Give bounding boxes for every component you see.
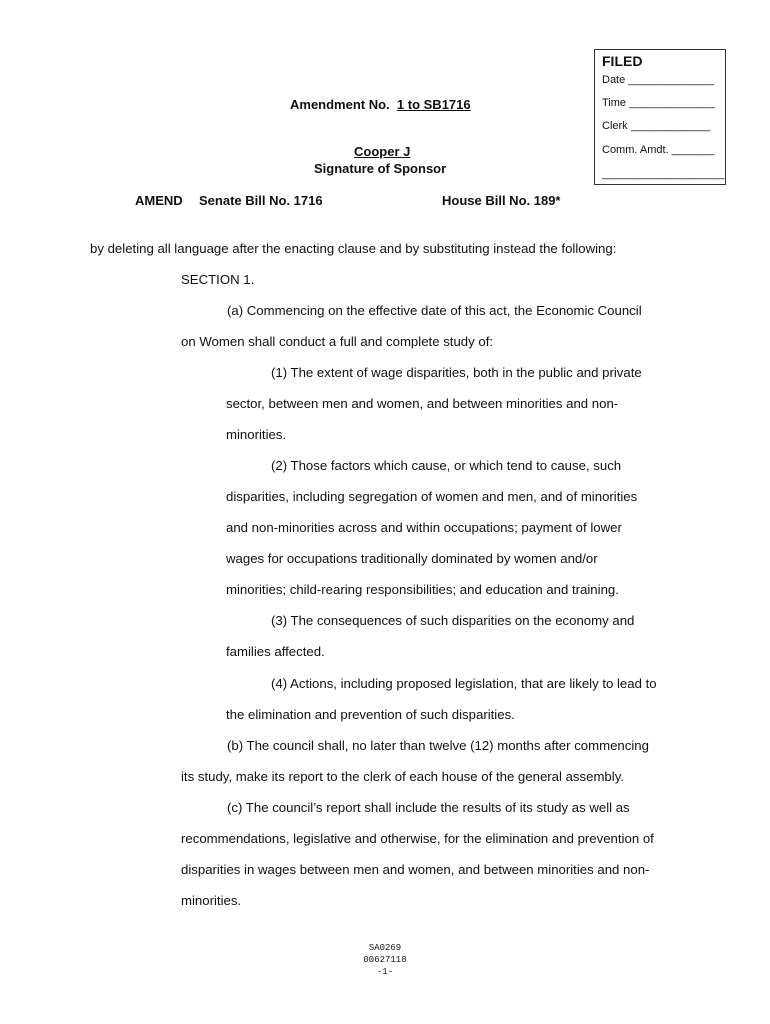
body-line: minorities; child-rearing responsibilities; and education and training. [226, 582, 619, 597]
body-line: (a) Commencing on the effective date of this act, the Economic Council [227, 303, 642, 318]
body-line: wages for occupations traditionally dominated by women and/or [226, 551, 598, 566]
page-number: -1- [376, 967, 394, 977]
sponsor-caption: Signature of Sponsor [314, 161, 447, 176]
footer-code-1: SA0269 [368, 943, 402, 953]
footer-code-2: 00627118 [363, 955, 407, 965]
body-line: on Women shall conduct a full and complete study of: [181, 334, 494, 349]
body-line: (1) The extent of wage disparities, both in the public and private [271, 365, 642, 380]
body-line: disparities in wages between men and women, and between minorities and non- [181, 862, 650, 877]
filed-title: FILED [602, 53, 643, 69]
body-line: (4) Actions, including proposed legislation, that are likely to lead to [271, 676, 657, 691]
body-line: families affected. [226, 644, 325, 659]
amend-label: AMEND [135, 193, 183, 208]
intro-paragraph: by deleting all language after the enacting clause and by substituting instead the following: [90, 241, 617, 256]
filed-clerk-line: Clerk _____________ [602, 120, 711, 132]
filed-date-line: Date ______________ [602, 74, 714, 86]
filed-time-line: Time ______________ [602, 97, 715, 109]
section-heading: SECTION 1. [181, 272, 255, 287]
filed-blank-line: ____________________ [602, 168, 725, 180]
body-line: recommendations, legislative and otherwise, for the elimination and prevention of [181, 831, 654, 846]
body-line: disparities, including segregation of women and men, and of minorities [226, 489, 638, 504]
body-line: the elimination and prevention of such disparities. [226, 707, 515, 722]
body-line: minorities. [226, 427, 287, 442]
body-line: sector, between men and women, and between minorities and non- [226, 396, 619, 411]
body-line: (2) Those factors which cause, or which tend to cause, such [271, 458, 622, 473]
body-line: minorities. [181, 893, 242, 908]
amendment-label: Amendment No. [290, 97, 390, 112]
amendment-value: 1 to SB1716 [396, 97, 471, 112]
senate-bill-number: Senate Bill No. 1716 [199, 193, 323, 208]
amendment-number [290, 97, 471, 112]
body-line: (3) The consequences of such disparities on the economy and [271, 613, 635, 628]
filed-stamp-box [594, 49, 726, 185]
body-line: its study, make its report to the clerk of each house of the general assembly. [181, 769, 624, 784]
filed-comm-amdt-line: Comm. Amdt. _______ [602, 144, 715, 156]
body-line: and non-minorities across and within occupations; payment of lower [226, 520, 622, 535]
house-bill-number: House Bill No. 189* [442, 193, 561, 208]
body-line: (c) The council’s report shall include the results of its study as well as [227, 800, 630, 815]
sponsor-name: Cooper J [354, 144, 411, 159]
body-line: (b) The council shall, no later than twelve (12) months after commencing [227, 738, 649, 753]
